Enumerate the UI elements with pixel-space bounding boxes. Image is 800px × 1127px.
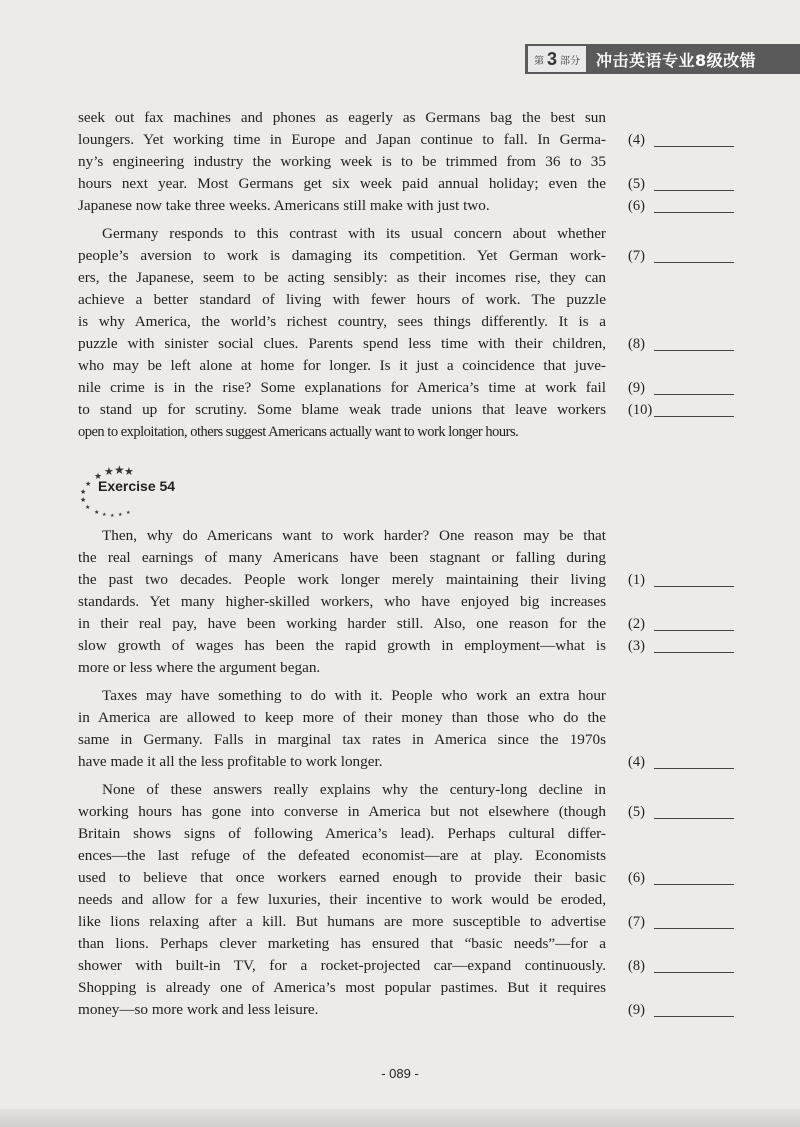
svg-text:★: ★ <box>114 463 125 477</box>
line-text: in their real pay, have been working harder still. Also, one reason for the <box>78 615 606 632</box>
text-line <box>78 823 738 845</box>
line-text: hours next year. Most Germans get six week paid annual holiday; even the <box>78 175 606 192</box>
line-text: more or less where the argument began. <box>78 659 321 676</box>
answer-blank[interactable] <box>628 801 738 823</box>
blank-line[interactable] <box>654 377 734 395</box>
svg-text:★: ★ <box>80 488 87 496</box>
blank-line[interactable] <box>654 399 734 417</box>
line-text: people’s aversion to work is damaging its competition. Yet German work- <box>78 247 606 264</box>
passage-content <box>78 107 738 1021</box>
answer-blank[interactable] <box>628 129 738 151</box>
line-text: to stand up for scrutiny. Some blame weak trade unions that leave workers <box>78 401 606 418</box>
blank-number: (8) <box>628 336 645 352</box>
blank-number: (3) <box>628 638 645 654</box>
line-text: ny’s engineering industry the working week is to be trimmed from 36 to 35 <box>78 153 606 170</box>
svg-text:★: ★ <box>118 512 123 518</box>
line-text: ences—the last refuge of the defeated economist—are at play. Economists <box>78 847 606 864</box>
blank-number: (7) <box>628 914 645 930</box>
svg-text:★: ★ <box>126 510 131 516</box>
blank-number: (10) <box>628 402 653 418</box>
answer-blank[interactable] <box>628 867 738 889</box>
answer-blank[interactable] <box>628 955 738 977</box>
svg-text:★: ★ <box>102 512 107 518</box>
blank-number: (6) <box>628 198 645 214</box>
blank-line[interactable] <box>654 129 734 147</box>
text-line <box>78 289 738 311</box>
answer-blank[interactable] <box>628 999 738 1021</box>
line-text: who may be left alone at home for longer. Is it just a coincidence that juve- <box>78 357 606 374</box>
book-title: 冲击英语专业8级改错 <box>596 50 757 70</box>
line-text: the real earnings of many Americans have been stagnant or falling during <box>78 549 606 566</box>
blank-line[interactable] <box>654 613 734 631</box>
line-text: is why America, the world’s richest country, sees things differently. It is a <box>78 313 606 330</box>
text-line <box>78 613 738 635</box>
page-number: - 089 - <box>381 1066 419 1081</box>
blank-line[interactable] <box>654 245 734 263</box>
answer-blank[interactable] <box>628 635 738 657</box>
text-line <box>78 729 738 751</box>
line-text: Britain shows signs of following America’s lead). Perhaps cultural differ- <box>78 825 606 842</box>
passage-top <box>78 107 738 443</box>
line-text: money—so more work and less leisure. <box>78 1001 319 1018</box>
text-line <box>78 933 738 955</box>
answer-blank[interactable] <box>628 569 738 591</box>
blank-number: (7) <box>628 248 645 264</box>
text-line <box>78 173 738 195</box>
text-line <box>78 195 738 217</box>
svg-text:★: ★ <box>104 465 114 478</box>
text-line <box>78 657 738 679</box>
blank-line[interactable] <box>654 195 734 213</box>
blank-line[interactable] <box>654 635 734 653</box>
blank-number: (5) <box>628 176 645 192</box>
text-line <box>78 635 738 657</box>
svg-text:★: ★ <box>80 496 87 504</box>
blank-line[interactable] <box>654 333 734 351</box>
line-text: have made it all the less profitable to work longer. <box>78 753 383 770</box>
line-text: the past two decades. People work longer merely maintaining their living <box>78 571 606 588</box>
text-line <box>78 569 738 591</box>
line-text: shower with built-in TV, for a rocket-projected car—expand continuously. <box>78 957 606 974</box>
blank-line[interactable] <box>654 751 734 769</box>
line-text: same in Germany. Falls in marginal tax rates in America since the 1970s <box>78 731 606 748</box>
text-line <box>78 999 738 1021</box>
part-number: 3 <box>547 48 558 69</box>
answer-blank[interactable] <box>628 377 738 399</box>
text-line <box>78 867 738 889</box>
text-line <box>78 911 738 933</box>
text-line <box>78 977 738 999</box>
text-line <box>78 547 738 569</box>
line-text: puzzle with sinister social clues. Parents spend less time with their children, <box>78 335 606 352</box>
blank-number: (5) <box>628 804 645 820</box>
line-text: working hours has gone into converse in America but not elsewhere (though <box>78 803 606 820</box>
line-text: Shopping is already one of America’s most popular pastimes. But it requires <box>78 979 606 996</box>
answer-blank[interactable] <box>628 173 738 195</box>
part-badge <box>528 46 586 72</box>
blank-number: (9) <box>628 1002 645 1018</box>
text-line <box>78 955 738 977</box>
text-line <box>78 889 738 911</box>
blank-number: (1) <box>628 572 645 588</box>
line-text: Japanese now take three weeks. Americans still make with just two. <box>78 197 490 214</box>
answer-blank[interactable] <box>628 911 738 933</box>
svg-text:★: ★ <box>94 509 100 516</box>
text-line <box>78 223 738 245</box>
text-line <box>78 707 738 729</box>
text-line <box>78 311 738 333</box>
line-text: Taxes may have something to do with it. People who work an extra hour <box>102 687 606 704</box>
blank-number: (6) <box>628 870 645 886</box>
blank-line[interactable] <box>654 867 734 885</box>
line-text: Germany responds to this contrast with its usual concern about whether <box>102 225 606 242</box>
text-line <box>78 779 738 801</box>
page-bottom-edge <box>0 1109 800 1127</box>
svg-text:★: ★ <box>94 472 103 482</box>
text-line <box>78 245 738 267</box>
blank-line[interactable] <box>654 801 734 819</box>
answer-blank[interactable] <box>628 333 738 355</box>
line-text: Then, why do Americans want to work harder? One reason may be that <box>102 527 606 544</box>
svg-text:★: ★ <box>85 480 92 488</box>
line-text: used to believe that once workers earned enough to provide their basic <box>78 869 606 886</box>
blank-line[interactable] <box>654 569 734 587</box>
blank-number: (8) <box>628 958 645 974</box>
text-line <box>78 845 738 867</box>
text-line <box>78 591 738 613</box>
answer-blank[interactable] <box>628 751 738 773</box>
passage-bottom <box>78 525 738 1021</box>
blank-number: (4) <box>628 754 645 770</box>
line-text: None of these answers really explains why the century-long decline in <box>102 781 606 798</box>
blank-number: (9) <box>628 380 645 396</box>
blank-line[interactable] <box>654 173 734 191</box>
text-line <box>78 399 738 421</box>
svg-text:★: ★ <box>124 465 134 478</box>
line-text: seek out fax machines and phones as eagerly as Germans bag the best sun <box>78 109 606 126</box>
text-line <box>78 333 738 355</box>
text-line <box>78 129 738 151</box>
line-text: achieve a better standard of living with fewer hours of work. The puzzle <box>78 291 606 308</box>
answer-blank[interactable] <box>628 195 738 217</box>
text-line <box>78 801 738 823</box>
line-text: nile crime is in the rise? Some explanations for America’s time at work fail <box>78 379 606 396</box>
blank-line[interactable] <box>654 911 734 929</box>
svg-text:★: ★ <box>110 513 115 519</box>
text-line <box>78 421 738 443</box>
line-text: open to exploitation, others suggest Americans actually want to work longer hours. <box>78 424 519 440</box>
text-line <box>78 685 738 707</box>
line-text: in America are allowed to keep more of their money than those who do the <box>78 709 606 726</box>
part-prefix: 第 <box>534 55 544 67</box>
blank-number: (2) <box>628 616 645 632</box>
exercise-label: Exercise 54 <box>98 478 176 494</box>
answer-blank[interactable] <box>628 399 738 421</box>
line-text: like lions relaxing after a kill. But humans are more susceptible to advertise <box>78 913 606 930</box>
text-line <box>78 355 738 377</box>
text-line <box>78 107 738 129</box>
section-header <box>525 44 800 74</box>
line-text: ers, the Japanese, seem to be acting sensibly: as their incomes rise, they can <box>78 269 606 286</box>
text-line <box>78 525 738 547</box>
blank-line[interactable] <box>654 955 734 973</box>
line-text: slow growth of wages has been the rapid growth in employment—what is <box>78 637 606 654</box>
blank-number: (4) <box>628 132 645 148</box>
svg-text:★: ★ <box>85 504 91 511</box>
exercise-heading <box>78 459 738 523</box>
answer-blank[interactable] <box>628 613 738 635</box>
part-suffix: 部分 <box>560 55 581 67</box>
blank-line[interactable] <box>654 999 734 1017</box>
text-line <box>78 151 738 173</box>
text-line <box>78 751 738 773</box>
text-line <box>78 267 738 289</box>
line-text: standards. Yet many higher-skilled workers, who have enjoyed big increases <box>78 593 606 610</box>
answer-blank[interactable] <box>628 245 738 267</box>
text-line <box>78 377 738 399</box>
line-text: loungers. Yet working time in Europe and Japan continue to fall. In Germa- <box>78 131 606 148</box>
line-text: needs and allow for a few luxuries, their incentive to work would be eroded, <box>78 891 606 908</box>
line-text: than lions. Perhaps clever marketing has ensured that “basic needs”—for a <box>78 935 606 952</box>
